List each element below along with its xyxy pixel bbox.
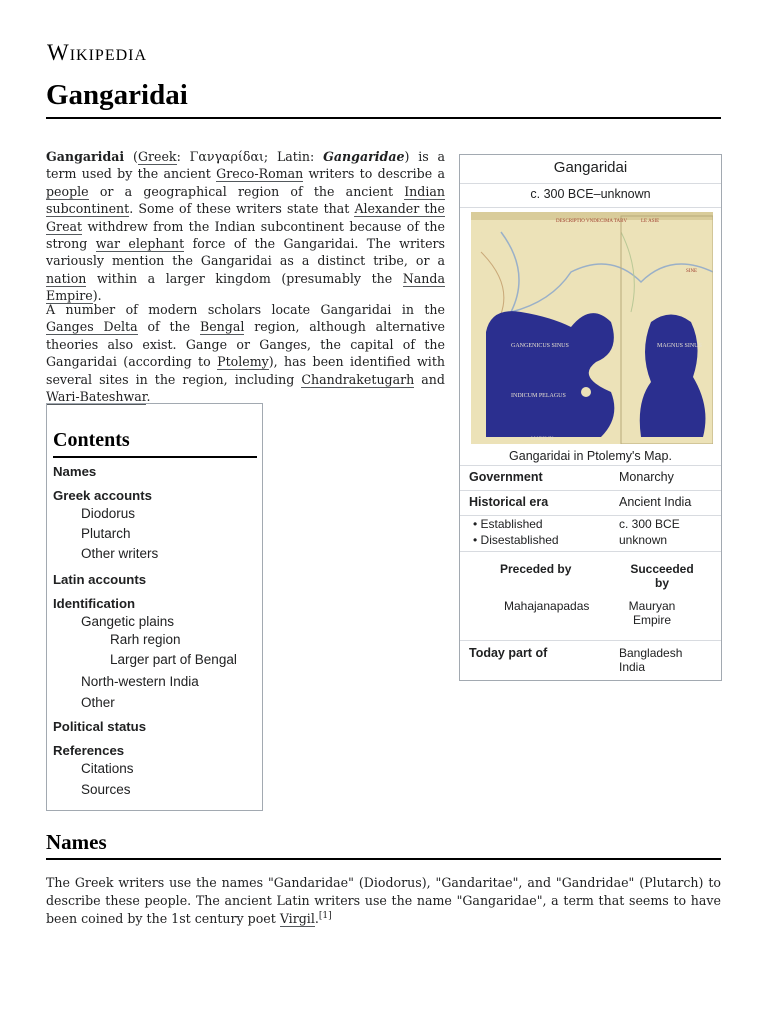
- text: region, although alternative theories also exist. Gange or Ganges, the capital of the Gangaridai (according to: [46, 319, 445, 370]
- text: of the: [137, 319, 200, 335]
- link-chandraketugarh[interactable]: Chandraketugarh: [301, 371, 415, 387]
- map-label-gangeticus: GANGENICUS SINUS: [511, 343, 569, 349]
- text: force of the Gangaridai. The writers variously mention the Gangaridai as a distinct tribe, or a: [46, 236, 446, 269]
- established-text: Established: [480, 517, 543, 531]
- government-value: Monarchy: [619, 470, 674, 484]
- toc-item-rarh-region[interactable]: Rarh region: [110, 632, 181, 647]
- toc-item-sources[interactable]: Sources: [81, 782, 131, 797]
- infobox-title: Gangaridai: [553, 159, 628, 176]
- disestablished-label: • Disestablished: [473, 533, 559, 547]
- established-value: c. 300 BCE: [619, 517, 680, 531]
- era-value: Ancient India: [619, 495, 692, 509]
- toc-item-gangetic-plains[interactable]: Gangetic plains: [81, 614, 175, 629]
- lead-paragraph-1: [46, 148, 445, 305]
- toc-item-identification[interactable]: Identification: [53, 596, 136, 611]
- page-title: Gangaridai: [46, 79, 188, 111]
- today-value-india[interactable]: India: [619, 660, 646, 674]
- table-of-contents: [46, 403, 263, 811]
- latin-term: Gangaridae: [323, 149, 405, 164]
- government-label: Government: [469, 470, 543, 484]
- map-island: [581, 387, 591, 397]
- succeeded-label: Succeeded by: [630, 562, 694, 590]
- map-label-maris: MARIS IN: [531, 437, 554, 442]
- map-label-sine: SINE: [686, 269, 698, 274]
- link-wari-bateshwar[interactable]: Wari-Bateshwar: [46, 389, 147, 405]
- link-nanda-empire[interactable]: Nanda Empire: [46, 270, 445, 304]
- link-greek[interactable]: Greek: [137, 149, 177, 164]
- toc-item-diodorus[interactable]: Diodorus: [81, 506, 136, 521]
- divider: [460, 207, 721, 208]
- text: and: [414, 371, 445, 387]
- link-nation[interactable]: nation: [46, 270, 87, 286]
- text: A number of modern scholars locate Gangaridai in the: [46, 302, 445, 317]
- toc-item-citations[interactable]: Citations: [81, 761, 134, 776]
- toc-item-latin-accounts[interactable]: Latin accounts: [53, 572, 147, 587]
- link-bengal[interactable]: Bengal: [199, 319, 245, 335]
- text: withdrew from the Indian subcontinent because of the strong: [46, 218, 445, 252]
- text: or a geographical region of the ancient: [88, 183, 405, 199]
- established-label: • Established: [473, 517, 543, 531]
- title-divider: [46, 117, 721, 119]
- today-label: Today part of: [469, 646, 548, 660]
- divider: [460, 640, 721, 641]
- infobox: [459, 154, 722, 681]
- toc-item-other[interactable]: Other: [81, 695, 115, 710]
- toc-item-greek-accounts[interactable]: Greek accounts: [53, 488, 152, 503]
- toc-divider: [53, 456, 257, 458]
- text: within a larger kingdom (presumably the: [86, 270, 403, 286]
- divider: [460, 490, 721, 491]
- text: . Some of these writers state that: [129, 201, 355, 217]
- map-caption: Gangaridai in Ptolemy's Map.: [509, 449, 672, 463]
- text: ).: [92, 288, 102, 304]
- divider: [460, 551, 721, 552]
- era-label: Historical era: [469, 495, 549, 509]
- divider: [460, 183, 721, 184]
- link-people[interactable]: people: [46, 183, 89, 199]
- toc-item-names[interactable]: Names: [53, 464, 97, 479]
- map-label-asie: LE ASIE: [641, 219, 660, 224]
- wikipedia-wordmark[interactable]: Wikipedia: [47, 40, 148, 65]
- link-greco-roman[interactable]: Greco-Roman: [216, 166, 304, 182]
- toc-item-larger-bengal[interactable]: Larger part of Bengal: [110, 652, 237, 667]
- toc-item-nw-india[interactable]: North-western India: [81, 674, 199, 689]
- link-indian-subcontinent[interactable]: Indian subcontinent: [46, 183, 445, 217]
- text: writers to describe a: [303, 166, 445, 182]
- toc-item-references[interactable]: References: [53, 743, 125, 758]
- link-ganges-delta[interactable]: Ganges Delta: [46, 319, 138, 335]
- toc-item-plutarch[interactable]: Plutarch: [81, 526, 131, 541]
- preceded-label: Preceded by: [500, 562, 572, 576]
- divider: [460, 465, 721, 466]
- disestablished-value: unknown: [619, 533, 668, 547]
- link-ptolemy[interactable]: Ptolemy: [217, 354, 269, 370]
- preceded-value[interactable]: Mahajanapadas: [504, 599, 590, 613]
- lead-paragraph-2: [46, 301, 445, 405]
- divider: [460, 515, 721, 516]
- ptolemy-map-image[interactable]: [471, 212, 713, 444]
- text: : Γανγαρίδαι; Latin:: [176, 149, 324, 164]
- link-virgil[interactable]: Virgil: [279, 911, 315, 926]
- link-alexander[interactable]: Alexander the Great: [46, 201, 445, 234]
- section-divider: [46, 858, 721, 860]
- map-label-indicum: INDICUM PELAGUS: [511, 393, 566, 399]
- infobox-subtitle: c. 300 BCE–unknown: [530, 187, 651, 201]
- names-paragraph: [46, 874, 721, 928]
- succeeded-value[interactable]: Mauryan Empire: [628, 599, 676, 627]
- map-label-magnus: MAGNUS SINUS: [657, 343, 702, 349]
- toc-item-political-status[interactable]: Political status: [53, 719, 147, 734]
- disestablished-text: Disestablished: [480, 533, 559, 547]
- text: The Greek writers use the names "Gandaridae" (Diodorus), "Gandaritae", and "Gandridae" (Plutarch) to describe these people. The ancient Latin writers use the name "Gangaridae", a term that seems to have been coined by the 1st century poet: [46, 875, 721, 926]
- lead-term: Gangaridai: [46, 149, 125, 164]
- text: .: [314, 911, 319, 926]
- text: .: [146, 389, 151, 405]
- text: ), has been identified with several sites in the region, including: [46, 354, 445, 387]
- reference-1[interactable]: [1]: [318, 910, 332, 921]
- text: (: [124, 149, 138, 164]
- text: ) is a term used by the ancient: [46, 149, 446, 182]
- map-label-title: DESCRIPTIO VNDECIMA TABV: [556, 219, 628, 224]
- section-heading-names: Names: [46, 830, 107, 854]
- toc-title: Contents: [53, 429, 130, 451]
- toc-item-other-writers[interactable]: Other writers: [81, 546, 159, 561]
- link-war-elephant[interactable]: war elephant: [95, 236, 185, 252]
- today-value-bangladesh[interactable]: Bangladesh: [619, 646, 683, 660]
